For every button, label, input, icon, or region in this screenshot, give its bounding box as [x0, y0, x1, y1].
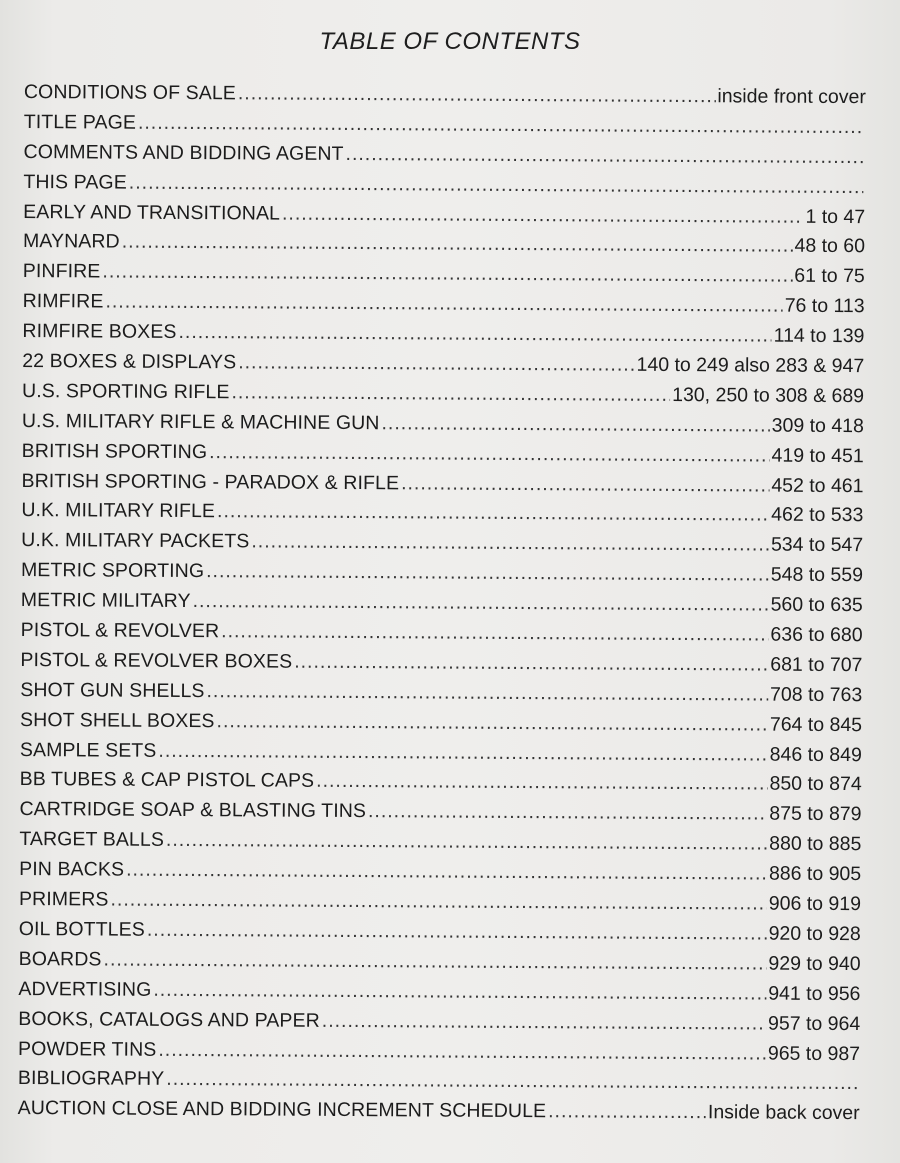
toc-entry-label: CONDITIONS OF SALE	[23, 80, 236, 105]
toc-entry-label: BIBLIOGRAPHY	[17, 1067, 165, 1091]
dot-leader	[401, 469, 769, 501]
dot-leader	[316, 767, 768, 800]
toc-entry-label: PRIMERS	[18, 888, 109, 911]
dot-leader	[238, 79, 716, 112]
toc-entry-pages: inside front cover	[717, 85, 866, 109]
toc-entry-pages: 941 to 956	[768, 982, 861, 1005]
toc-entry-pages: 965 to 987	[767, 1042, 861, 1065]
toc-entry-label: U.S. MILITARY RIFLE & MACHINE GUN	[21, 409, 380, 434]
toc-entry-pages: 929 to 940	[768, 952, 861, 975]
toc-entry-pages: 681 to 707	[770, 653, 863, 677]
toc-entry-label: TARGET BALLS	[19, 828, 165, 852]
toc-entry-pages: 114 to 139	[773, 324, 865, 348]
dot-leader	[238, 348, 635, 380]
dot-leader	[166, 1065, 858, 1099]
dot-leader	[126, 856, 767, 890]
toc-entry-label: PISTOL & REVOLVER BOXES	[20, 648, 293, 673]
dot-leader	[178, 318, 771, 352]
toc-entry-pages: 906 to 919	[768, 892, 862, 916]
toc-entry-pages: 636 to 680	[770, 623, 863, 647]
toc-entry	[18, 1094, 860, 1129]
toc-entry-pages: 309 to 418	[771, 414, 864, 437]
toc-entry-pages: 850 to 874	[769, 773, 862, 796]
toc-entry-label: RIMFIRE	[22, 290, 104, 313]
toc-entry-pages: 452 to 461	[771, 474, 864, 497]
toc-entry-label: BRITISH SPORTING - PARADOX & RIFLE	[21, 469, 400, 494]
dot-leader	[216, 707, 767, 740]
dot-leader	[221, 617, 768, 650]
dot-leader	[103, 945, 766, 979]
dot-leader	[158, 736, 767, 770]
dot-leader	[548, 1098, 706, 1129]
toc-entry-pages: 764 to 845	[769, 713, 863, 736]
toc-entry-pages: 48 to 60	[794, 235, 866, 258]
dot-leader	[153, 976, 766, 1010]
toc-entry-pages: 880 to 885	[769, 832, 862, 856]
toc-entry-pages: 76 to 113	[784, 294, 865, 318]
toc-entry-pages: 61 to 75	[794, 265, 865, 288]
page-title: TABLE OF CONTENTS	[319, 28, 581, 55]
toc-entry-label: ADVERTISING	[18, 977, 152, 1001]
dot-leader	[193, 587, 769, 620]
toc-entry-label: U.K. MILITARY PACKETS	[21, 529, 250, 553]
toc-entry-pages: 560 to 635	[770, 593, 863, 617]
dot-leader	[294, 648, 768, 681]
toc-entry-label: SHOT GUN SHELLS	[20, 678, 205, 702]
dot-leader	[217, 498, 769, 531]
dot-leader	[209, 438, 770, 471]
toc-entry-pages: 875 to 879	[769, 802, 862, 826]
dot-leader	[345, 140, 863, 173]
dot-leader	[381, 409, 769, 441]
toc-entry-label: BOOKS, CATALOGS AND PAPER	[18, 1007, 320, 1032]
toc-entry-pages: 957 to 964	[768, 1012, 861, 1035]
toc-entry-pages: 708 to 763	[770, 683, 863, 706]
toc-entry-label: 22 BOXES & DISPLAYS	[22, 350, 237, 374]
toc-entry-label: METRIC SPORTING	[20, 559, 205, 583]
toc-entry-pages: 1 to 47	[805, 205, 866, 228]
toc-entry-pages: 534 to 547	[770, 533, 864, 557]
toc-entry-label: CARTRIDGE SOAP & BLASTING TINS	[19, 798, 367, 823]
dot-leader	[138, 109, 864, 143]
dot-leader	[322, 1006, 766, 1039]
toc-entry-label: PIN BACKS	[19, 858, 125, 881]
dot-leader	[282, 199, 804, 232]
toc-entry-label: METRIC MILITARY	[20, 589, 191, 613]
toc-entry-label: POWDER TINS	[18, 1037, 157, 1061]
toc-entry-label: TITLE PAGE	[23, 110, 137, 134]
toc-entry-label: U.K. MILITARY RIFLE	[21, 499, 216, 523]
toc-entry-label: PINFIRE	[22, 260, 101, 283]
dot-leader	[129, 168, 864, 202]
table-of-contents	[18, 78, 866, 1129]
toc-entry-label: COMMENTS AND BIDDING AGENT	[23, 140, 344, 165]
toc-entry-pages: 462 to 533	[771, 504, 864, 527]
dot-leader	[158, 1035, 766, 1069]
toc-entry-label: RIMFIRE BOXES	[22, 320, 177, 344]
toc-entry-pages: 846 to 849	[769, 743, 862, 766]
toc-entry-label: SHOT SHELL BOXES	[20, 708, 215, 732]
toc-entry-label: THIS PAGE	[23, 170, 127, 194]
toc-entry-pages: 130, 250 to 308 & 689	[672, 383, 865, 408]
toc-entry-label: BB TUBES & CAP PISTOL CAPS	[19, 768, 315, 793]
toc-entry-pages: 886 to 905	[768, 862, 862, 886]
dot-leader	[147, 916, 767, 950]
toc-entry-label: AUCTION CLOSE AND BIDDING INCREMENT SCHEDULE	[17, 1097, 547, 1123]
dot-leader	[206, 677, 768, 710]
dot-leader	[231, 378, 670, 411]
toc-entry-label: U.S. SPORTING RIFLE	[22, 379, 230, 404]
dot-leader	[206, 557, 769, 590]
toc-entry-label: PISTOL & REVOLVER	[20, 619, 220, 643]
toc-entry-pages: 140 to 249 also 283 & 947	[636, 353, 865, 378]
toc-entry	[19, 885, 861, 920]
toc-entry-label: BOARDS	[18, 947, 102, 971]
dot-leader	[122, 228, 793, 262]
toc-entry-pages: 419 to 451	[771, 444, 864, 467]
toc-entry-label: SAMPLE SETS	[19, 738, 157, 762]
dot-leader	[368, 797, 767, 829]
toc-entry-label: OIL BOTTLES	[18, 917, 145, 941]
dot-leader	[105, 288, 782, 322]
toc-entry-label: EARLY AND TRANSITIONAL	[23, 200, 281, 225]
toc-entry-pages: Inside back cover	[707, 1101, 860, 1125]
toc-entry-pages: 548 to 559	[770, 563, 864, 587]
toc-entry-label: BRITISH SPORTING	[21, 439, 208, 463]
toc-entry-pages: 920 to 928	[768, 922, 861, 946]
dot-leader	[102, 258, 792, 292]
toc-entry-label: MAYNARD	[22, 230, 120, 254]
dot-leader	[110, 886, 766, 920]
dot-leader	[251, 528, 769, 561]
dot-leader	[166, 826, 767, 860]
